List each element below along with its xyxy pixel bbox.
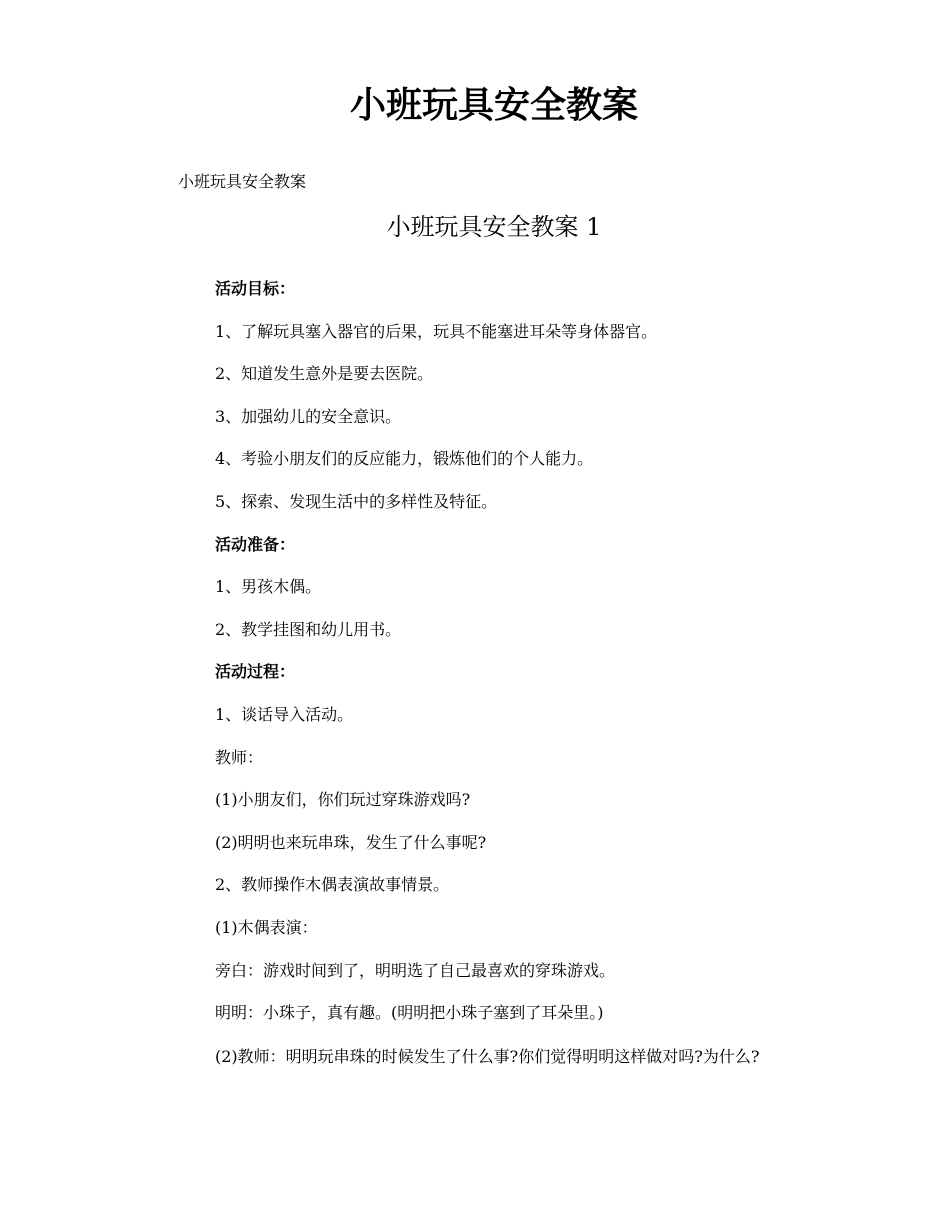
paragraph: 2、教师操作木偶表演故事情景。 [215, 875, 450, 895]
document-subtitle: 小班玩具安全教案 [178, 172, 307, 191]
paragraph: (1)木偶表演： [215, 918, 318, 937]
paragraph: 1、了解玩具塞入器官的后果，玩具不能塞进耳朵等身体器官。 [215, 321, 658, 341]
paragraph: 2、教学挂图和幼儿用书。 [215, 619, 402, 639]
section-heading: 活动过程： [215, 662, 296, 682]
paragraph: 5、探索、发现生活中的多样性及特征。 [215, 492, 498, 511]
paragraph: 旁白：游戏时间到了，明明选了自己最喜欢的穿珠游戏。 [215, 960, 616, 980]
paragraph: (2)明明也来玩串珠，发生了什么事呢? [215, 832, 487, 852]
section-heading: 活动目标： [215, 279, 296, 298]
section-heading: 活动准备： [215, 534, 296, 554]
section-title: 小班玩具安全教案 1 [386, 213, 602, 241]
paragraph: 3、加强幼儿的安全意识。 [215, 406, 402, 426]
paragraph: 4、考验小朋友们的反应能力，锻炼他们的个人能力。 [215, 449, 594, 469]
paragraph: (2)教师：明明玩串珠的时候发生了什么事?你们觉得明明这样做对吗?为什么? [215, 1046, 760, 1066]
paragraph: 2、知道发生意外是要去医院。 [215, 364, 434, 384]
paragraph: 明明：小珠子，真有趣。(明明把小珠子塞到了耳朵里。) [215, 1003, 604, 1023]
document-title: 小班玩具安全教案 [349, 84, 638, 126]
paragraph: (1)小朋友们，你们玩过穿珠游戏吗? [215, 790, 471, 810]
paragraph: 1、男孩木偶。 [215, 577, 322, 597]
paragraph: 教师： [215, 747, 264, 767]
paragraph: 1、谈话导入活动。 [215, 705, 354, 724]
